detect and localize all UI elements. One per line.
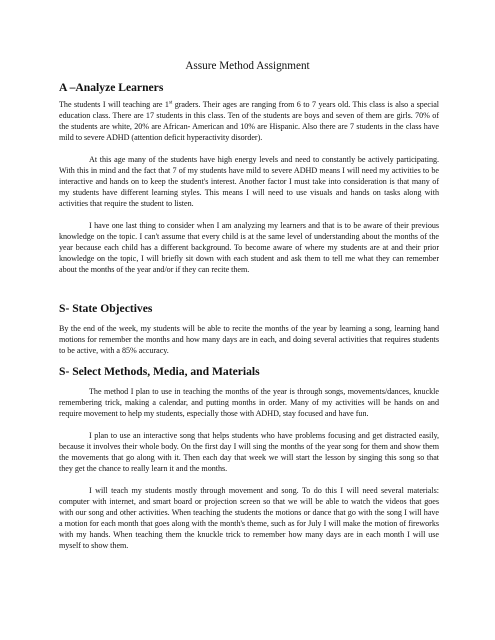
paragraph-methods-2: I plan to use an interactive song that helps students who have problems focusing and get distracted easily, because it involves their whole body. On the first day I will sing the months of the year song for them and show them the movements that go along with it. Then each day that week we will start the lesson by singing this song so that they get the chance to really learn it and the months. (59, 431, 439, 474)
paragraph-analyze-1: The students I will teaching are 1st graders. Their ages are ranging from 6 to 7 years old. This class is also a special education class. There are 17 students in this class. Ten of the students are boys and seven of them are girls. 70% of the students are white, 20% are African- American and 10% are Hispanic. Also there are 7 students in the class have mild to severe ADHD (attention deficit hyperactivity disorder). (59, 100, 440, 143)
ordinal-suffix: st (168, 100, 173, 106)
paragraph-analyze-3: I have one last thing to consider when I am analyzing my learners and that is to be aware of their previous knowledge on the topic. I can't assume that every child is at the same level of understanding about the months of the year because each child has a different background. To become aware of where my students are at and their prior knowledge on the topic, I will briefly sit down with each student and ask them to tell me what they can remember about the months of the year and/or if they can recite them. (59, 221, 439, 275)
paragraph-methods-3: I will teach my students mostly through movement and song. To do this I will need several materials: computer with internet, and smart board or projection screen so that we will be able to watch the videos that goes with our song and other activities. When teaching the students the motions or dance that go with the song I will have a motion for each month that goes along with the month's theme, such as for July I will make the motion of fireworks with my hands. When teaching them the knuckle trick to remember how many days are in each month I will use myself to show them. (59, 486, 439, 551)
section-heading-state-objectives: S- State Objectives (59, 302, 153, 315)
paragraph-objectives-1: By the end of the week, my students will be able to recite the months of the year by learning a song, learning hand motions for remember the months and how many days are in each, and doing several activities that requires students to be active, with a 85% accuracy. (59, 324, 439, 356)
document-title: Assure Method Assignment (185, 60, 310, 72)
section-heading-analyze-learners: A –Analyze Learners (59, 81, 164, 94)
paragraph-methods-1: The method I plan to use in teaching the months of the year is through songs, movements/dances, knuckle remembering trick, making a calendar, and putting months in order. Many of my activities will be hands on and require movement to help my students, especially those with ADHD, stay focused and have fun. (59, 387, 439, 419)
paragraph-analyze-2: At this age many of the students have high energy levels and need to constantly be actively participating. With this in mind and the fact that 7 of my students have mild to severe ADHD means I will need my activities to be interactive and hands on to keep the student's interest. Another factor I must take into consideration is that many of my students have different learning styles. This means I will need to use visuals and hands on tasks along with activities that require the student to listen. (59, 155, 439, 209)
section-heading-select-methods: S- Select Methods, Media, and Materials (59, 365, 260, 378)
